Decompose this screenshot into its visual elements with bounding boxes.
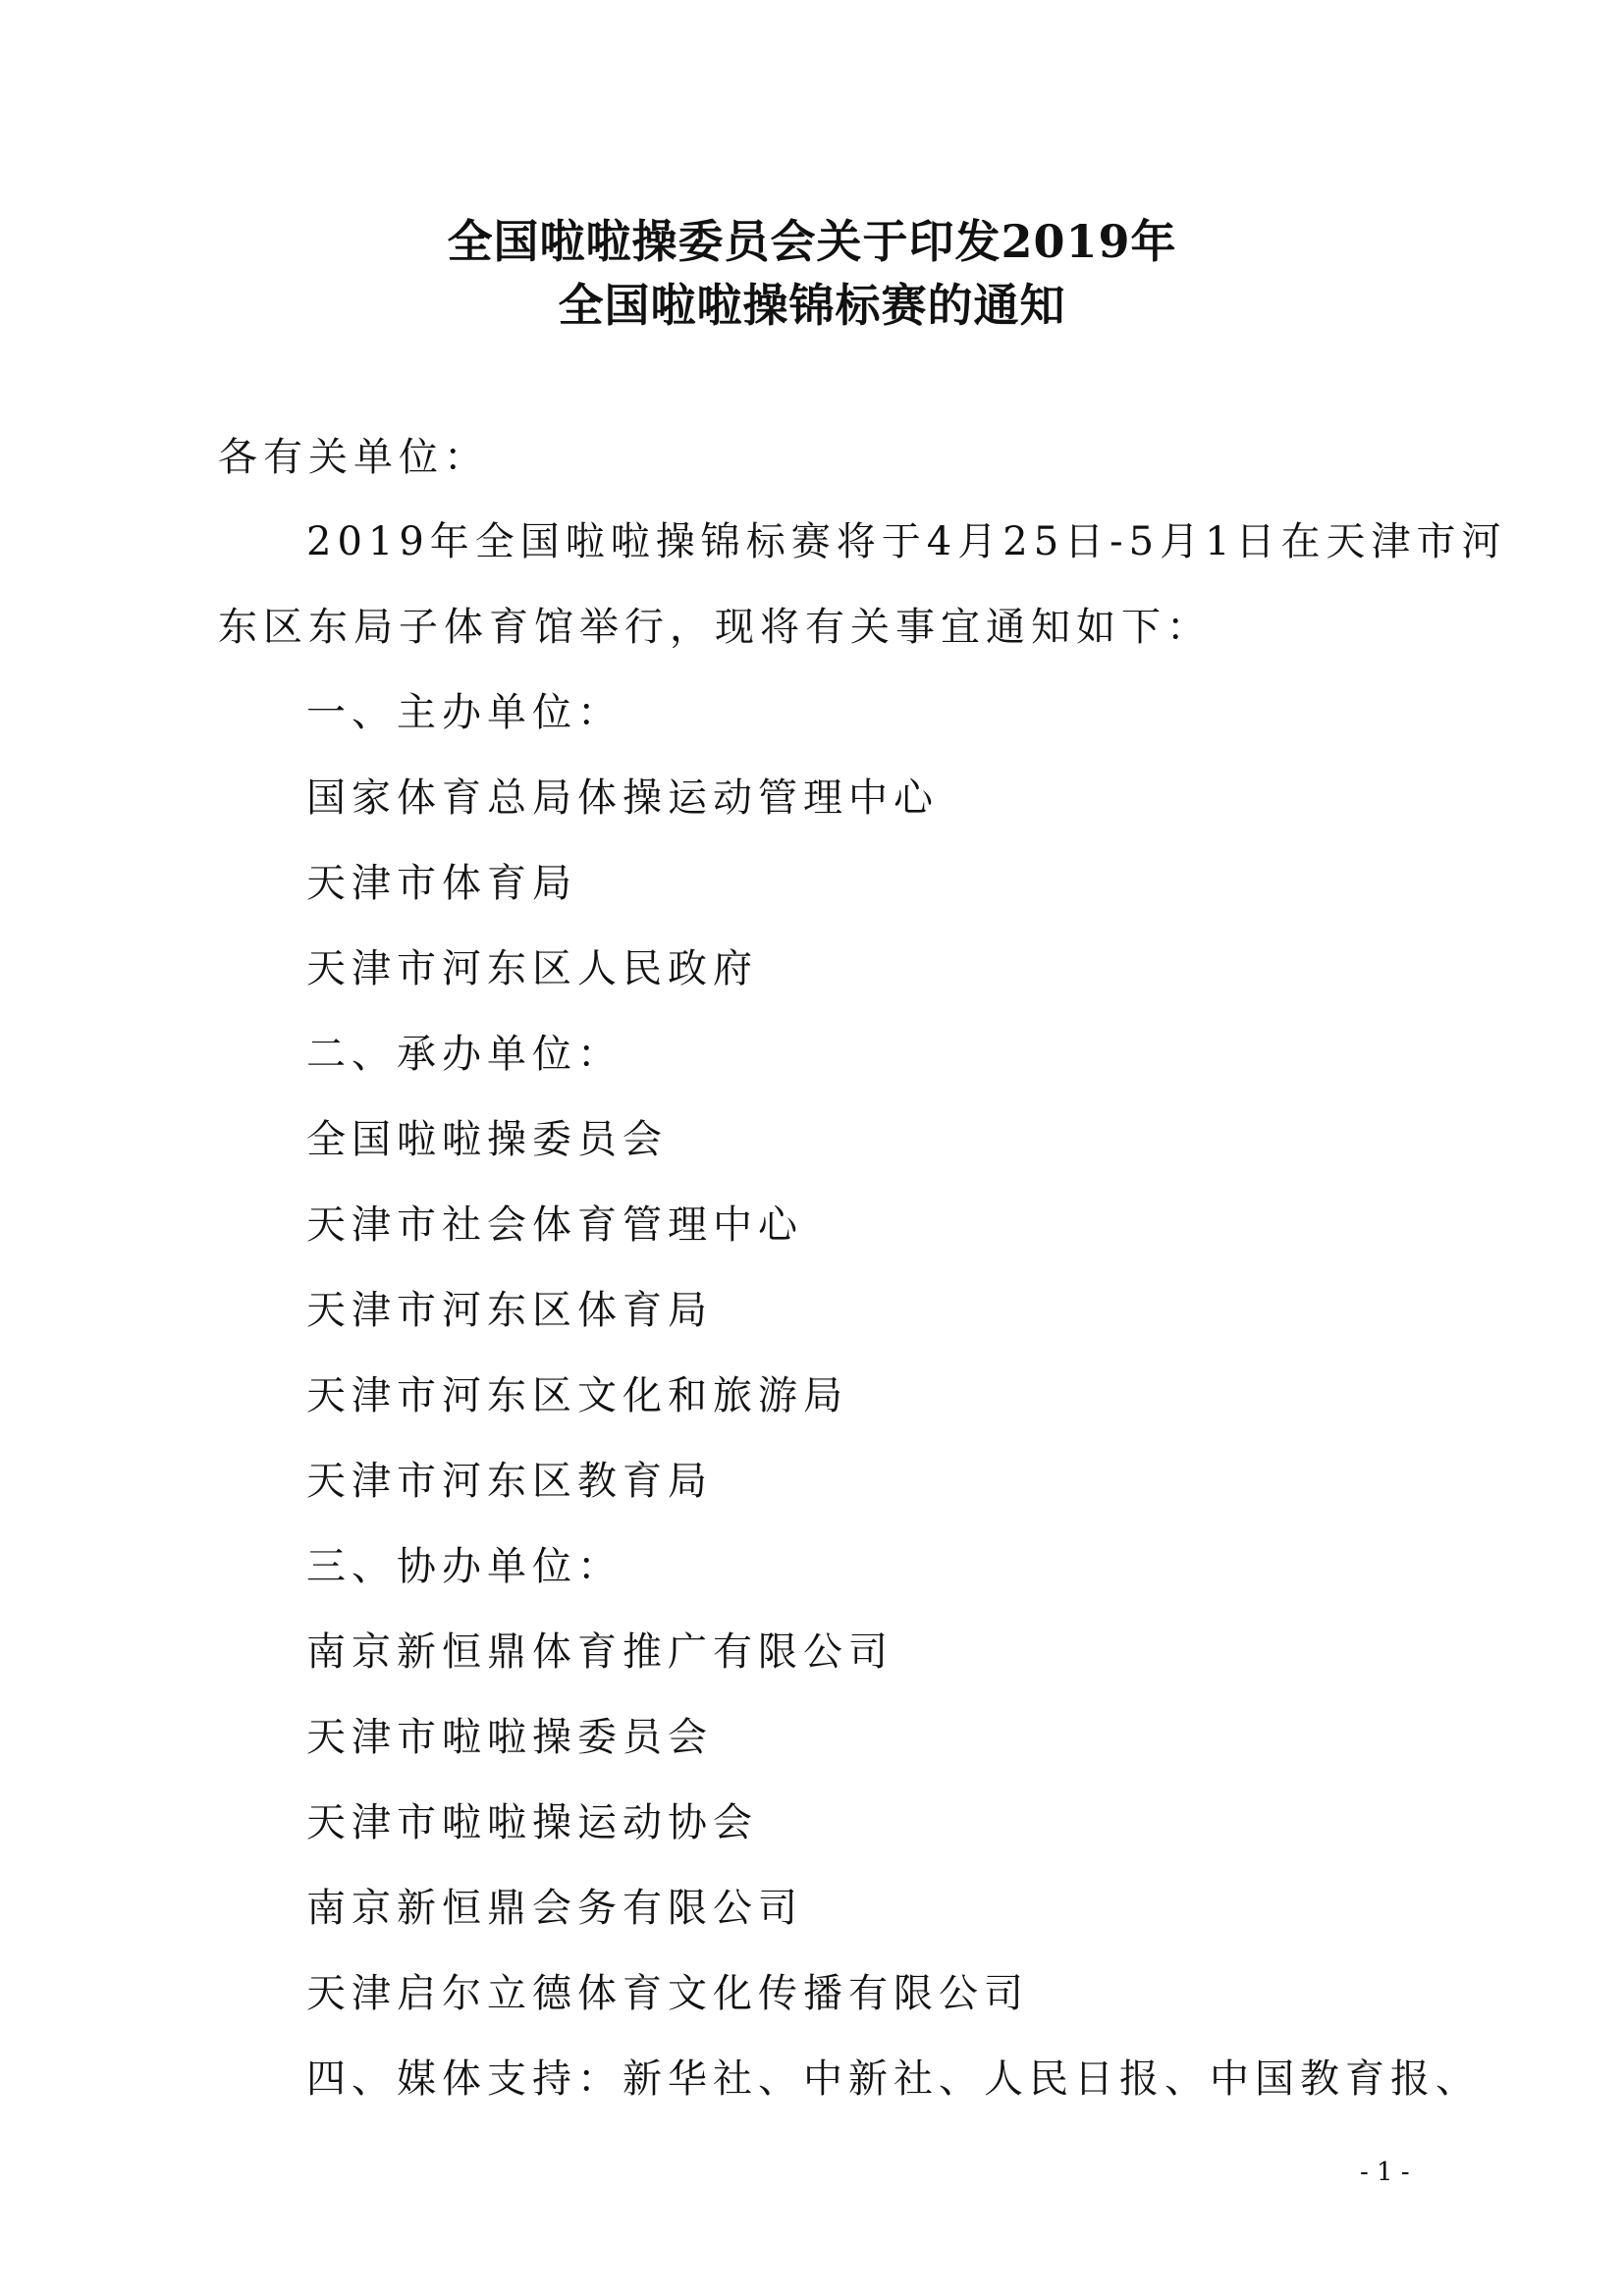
section-heading-organizers: 一、主办单位： <box>306 690 623 735</box>
section-heading-media-support: 四、媒体支持：新华社、中新社、人民日报、中国教育报、 <box>306 2056 1481 2102</box>
page-number: - 1 - <box>1360 2158 1410 2187</box>
list-item: 天津市河东区体育局 <box>306 1288 713 1333</box>
list-item: 天津市啦啦操运动协会 <box>306 1800 758 1845</box>
list-item: 天津市体育局 <box>306 861 577 906</box>
list-item: 天津市河东区文化和旅游局 <box>306 1373 848 1418</box>
list-item: 天津市社会体育管理中心 <box>306 1202 803 1248</box>
document-title-line-2: 全国啦啦操锦标赛的通知 <box>558 279 1066 332</box>
list-item: 南京新恒鼎会务有限公司 <box>306 1886 803 1931</box>
intro-paragraph-line-2: 东区东局子体育馆举行，现将有关事宜通知如下： <box>218 605 1212 650</box>
list-item: 天津市河东区教育局 <box>306 1459 713 1504</box>
salutation: 各有关单位： <box>218 435 489 480</box>
list-item: 天津市啦啦操委员会 <box>306 1715 713 1760</box>
list-item: 全国啦啦操委员会 <box>306 1117 668 1162</box>
list-item: 南京新恒鼎体育推广有限公司 <box>306 1629 893 1675</box>
list-item: 国家体育总局体操运动管理中心 <box>306 775 939 821</box>
document-title-line-1: 全国啦啦操委员会关于印发2019年 <box>447 215 1177 268</box>
section-heading-co-organizers: 三、协办单位： <box>306 1544 623 1589</box>
intro-paragraph-line-1: 2019年全国啦啦操锦标赛将于4月25日-5月1日在天津市河 <box>306 519 1507 564</box>
section-heading-hosts: 二、承办单位： <box>306 1032 623 1077</box>
list-item: 天津启尔立德体育文化传播有限公司 <box>306 1971 1029 2016</box>
list-item: 天津市河东区人民政府 <box>306 946 758 991</box>
